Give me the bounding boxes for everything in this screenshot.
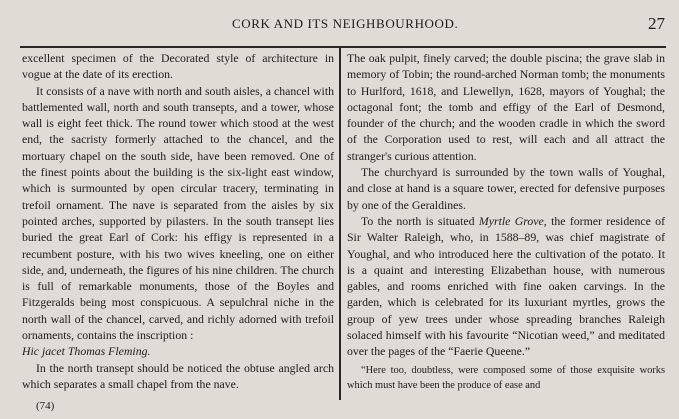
header-rule bbox=[20, 46, 666, 48]
myrtle-grove-name: Myrtle Grove, bbox=[478, 213, 547, 228]
left-column bbox=[22, 50, 334, 392]
running-head bbox=[0, 12, 679, 32]
myrtle-grove-intro: To the north is situated bbox=[361, 213, 479, 228]
left-paragraph-1: excellent specimen of the Decorated style of architecture in vogue at the date of its erection. bbox=[22, 51, 334, 82]
inscription: Hic jacet Thomas Fleming. bbox=[22, 344, 151, 359]
running-head-title: CORK AND ITS NEIGHBOURHOOD. bbox=[232, 16, 459, 31]
left-paragraph-2: It consists of a nave with north and south aisles, a chancel with battlemented wall, north and south transepts, and a tower, whose wall is eight feet thick. The round tower which stood at the west end, the sacristy formerly attached to the chancel, and the mortuary chapel on the south side, have been removed. One of the finest points about the building is the six-light east window, which is surmounted by open circular tracery, terminating in trefoil ornament. The nave is separated from the aisles by six pointed arches, supported by pilasters. In the south transept lies buried the great Earl of Cork: his effigy is represented in a recumbent posture, with his two wives kneeling, one on either side, and, underneath, the figures of his nine children. The church is full of remarkable monuments, those of the Boyles and Fitzgeralds being most conspicuous. A sepulchral niche in the north wall of the chancel, carved, and richly adorned with trefoil ornaments, contains the inscription : bbox=[22, 83, 334, 343]
right-paragraph-2: The churchyard is surrounded by the town walls of Youghal, and close at hand is a square tower, erected for defensive purposes by one of the Geraldines. bbox=[347, 165, 665, 212]
quoted-passage: “Here too, doubtless, were composed some of those exquisite works which must have been the produce of ease and bbox=[347, 364, 665, 391]
right-paragraph-1: The oak pulpit, finely carved; the double piscina; the grave slab in memory of Tobin; the round-arched Norman tomb; the monuments to Hurlford, 1618, and Llewellyn, 1628, mayors of Youghal; the octagonal font; the tomb and effigy of the Earl of Desmond, founder of the church; and the wooden cradle in which the sword of the Corporation used to rest, will each and all attract the stranger's curious attention. bbox=[347, 51, 665, 163]
myrtle-grove-text: the former residence of Sir Walter Raleigh, who, in 1588–89, was chief magistrate of Youghal, and who introduced here the cultivation of the potato. It is a quaint and interesting Elizabethan house, with numerous gables, and rooms enriched with fine oaken carvings. In the garden, which is celebrated for its luxuriant myrtles, grows the group of yew trees under whose spreading branches Raleigh solaced himself with his favourite “Nicotian weed,” and meditated over the pages of the “Faerie Queene.” bbox=[347, 213, 666, 359]
right-column bbox=[347, 50, 665, 393]
page-number: 27 bbox=[648, 14, 665, 33]
right-paragraph-3 bbox=[347, 213, 665, 360]
left-paragraph-3: In the north transept should be noticed the obtuse angled arch which separates a small chapel from the nave. bbox=[22, 360, 334, 391]
signature-mark: (74) bbox=[36, 400, 55, 412]
column-divider bbox=[339, 48, 341, 400]
